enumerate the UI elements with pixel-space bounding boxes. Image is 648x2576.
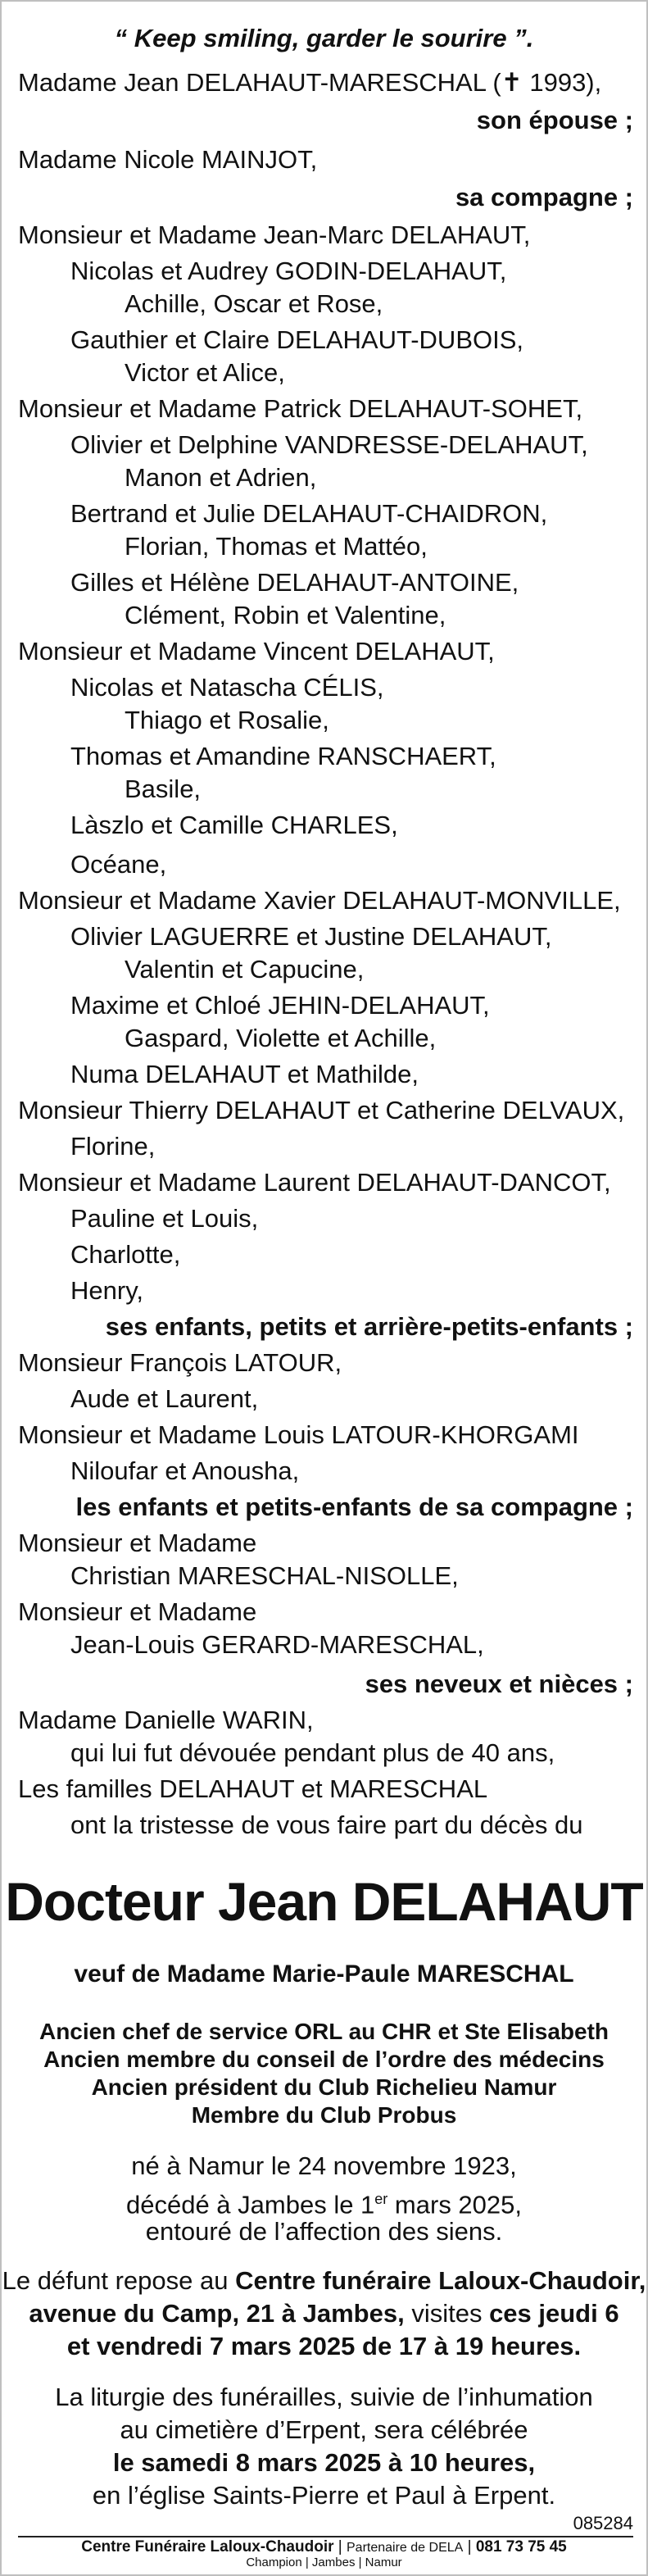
family-line: qui lui fut dévouée pendant plus de 40 ans, xyxy=(70,1738,555,1767)
family-line: Nicolas et Natascha CÉLIS, xyxy=(70,673,384,702)
family-line: Olivier et Delphine VANDRESSE-DELAHAUT, xyxy=(70,430,588,459)
family-line: Monsieur et Madame Louis LATOUR-KHORGAMI xyxy=(18,1420,579,1449)
liturgy-line-2: au cimetière d’Erpent, sera célébrée xyxy=(120,2415,528,2444)
deceased-name: Docteur Jean DELAHAUT xyxy=(5,1871,643,1932)
family-line: Maxime et Chloé JEHIN-DELAHAUT, xyxy=(70,991,490,1020)
family-line: Monsieur et Madame Vincent DELAHAUT, xyxy=(18,637,495,666)
phone-number[interactable]: 081 73 75 45 xyxy=(475,2538,567,2556)
family-line: Clément, Robin et Valentine, xyxy=(125,601,446,629)
footer-locations: Champion | Jambes | Namur xyxy=(246,2556,402,2569)
footer-line: Centre Funéraire Laloux-Chaudoir | Partenaire de DELA | 081 73 75 45 xyxy=(81,2538,567,2556)
title-line: Ancien chef de service ORL au CHR et Ste Elisabeth xyxy=(39,2019,609,2044)
family-line: Gaspard, Violette et Achille, xyxy=(125,1024,437,1052)
death-ordinal: er xyxy=(374,2191,388,2207)
family-line: Achille, Oscar et Rose, xyxy=(125,289,383,318)
title-line: Ancien membre du conseil de l’ordre des médecins xyxy=(43,2047,605,2072)
family-line: Henry, xyxy=(70,1276,144,1305)
funeral-home-address: avenue du Camp, 21 à Jambes, xyxy=(29,2299,405,2328)
partner-text: Partenaire de DELA xyxy=(347,2541,464,2555)
ceremony-date: le samedi 8 mars 2025 à 10 heures, xyxy=(112,2448,536,2477)
relationship-label: ses enfants, petits et arrière-petits-enfants ; xyxy=(105,1312,633,1341)
title-line: Membre du Club Probus xyxy=(191,2102,457,2128)
death-line xyxy=(0,2183,648,2220)
relationship-label: les enfants et petits-enfants de sa compagne ; xyxy=(75,1492,633,1521)
family-line: Charlotte, xyxy=(70,1240,181,1269)
funeral-company-name: Centre Funéraire Laloux-Chaudoir xyxy=(81,2538,334,2556)
family-line: Monsieur et Madame Patrick DELAHAUT-SOHET, xyxy=(18,394,583,423)
repose-line-2 xyxy=(0,2298,648,2329)
death-text-end: mars 2025, xyxy=(387,2190,523,2219)
family-line: Manon et Adrien, xyxy=(125,463,317,492)
family-line: Les familles DELAHAUT et MARESCHAL xyxy=(18,1774,488,1803)
family-line: Niloufar et Anousha, xyxy=(70,1456,300,1485)
widow-line: veuf de Madame Marie-Paule MARESCHAL xyxy=(74,1960,574,1988)
family-line: Thiago et Rosalie, xyxy=(125,706,329,734)
family-line: Làszlo et Camille CHARLES, xyxy=(70,811,398,839)
family-line: Nicolas et Audrey GODIN-DELAHAUT, xyxy=(70,257,507,285)
family-line: Olivier LAGUERRE et Justine DELAHAUT, xyxy=(70,922,552,951)
family-line: Pauline et Louis, xyxy=(70,1204,259,1233)
family-line: Monsieur et Madame Jean-Marc DELAHAUT, xyxy=(18,220,531,249)
family-line: Monsieur Thierry DELAHAUT et Catherine DELVAUX, xyxy=(18,1096,625,1124)
family-line: Aude et Laurent, xyxy=(70,1384,259,1413)
family-line: Monsieur François LATOUR, xyxy=(18,1348,342,1377)
visit-dates: ces jeudi 6 xyxy=(489,2299,619,2328)
family-line: Florine, xyxy=(70,1132,156,1161)
family-line: Numa DELAHAUT et Mathilde, xyxy=(70,1060,419,1088)
quote: “ Keep smiling, garder le sourire ”. xyxy=(114,24,534,52)
repose-text: visites xyxy=(404,2299,490,2328)
repose-line-3: et vendredi 7 mars 2025 de 17 à 19 heures. xyxy=(66,2332,582,2360)
family-line: Monsieur et Madame Xavier DELAHAUT-MONVILLE, xyxy=(18,886,621,915)
relationship-label: ses neveux et nièces ; xyxy=(365,1670,633,1698)
family-line: Madame Jean DELAHAUT-MARESCHAL (✝ 1993), xyxy=(18,68,602,97)
family-line: Christian MARESCHAL-NISOLLE, xyxy=(70,1561,459,1590)
reference-number: 085284 xyxy=(573,2513,633,2533)
liturgy-line-1: La liturgie des funérailles, suivie de l’inhumation xyxy=(55,2383,593,2411)
family-line: Valentin et Capucine, xyxy=(125,955,365,984)
relationship-label: sa compagne ; xyxy=(455,183,633,211)
family-line: Bertrand et Julie DELAHAUT-CHAIDRON, xyxy=(70,499,548,528)
repose-line-1 xyxy=(0,2265,648,2297)
family-line: Florian, Thomas et Mattéo, xyxy=(125,532,428,561)
repose-text: Le défunt repose au xyxy=(2,2266,236,2295)
title-line: Ancien président du Club Richelieu Namur xyxy=(91,2074,557,2100)
funeral-home-name: Centre funéraire Laloux-Chaudoir, xyxy=(235,2266,646,2295)
birth-line: né à Namur le 24 novembre 1923, xyxy=(131,2151,517,2180)
family-line: Basile, xyxy=(125,775,202,803)
family-line: Gilles et Hélène DELAHAUT-ANTOINE, xyxy=(70,568,519,597)
family-note: entouré de l’affection des siens. xyxy=(145,2217,503,2246)
relationship-label: son épouse ; xyxy=(476,106,633,134)
family-line: Monsieur et Madame Laurent DELAHAUT-DANCOT, xyxy=(18,1168,611,1197)
family-line: ont la tristesse de vous faire part du décès du xyxy=(70,1810,583,1839)
family-line: Monsieur et Madame xyxy=(18,1597,257,1626)
death-text: décédé à Jambes le 1 xyxy=(125,2190,375,2219)
family-line: Océane, xyxy=(70,850,167,879)
family-line: Gauthier et Claire DELAHAUT-DUBOIS, xyxy=(70,325,524,354)
family-line: Jean-Louis GERARD-MARESCHAL, xyxy=(70,1630,484,1659)
liturgy-line-4: en l’église Saints-Pierre et Paul à Erpent. xyxy=(92,2481,556,2510)
family-line: Madame Nicole MAINJOT, xyxy=(18,145,318,174)
family-line: Thomas et Amandine RANSCHAERT, xyxy=(70,742,496,770)
family-line: Madame Danielle WARIN, xyxy=(18,1706,314,1734)
family-line: Victor et Alice, xyxy=(125,358,285,387)
family-line: Monsieur et Madame xyxy=(18,1529,257,1557)
